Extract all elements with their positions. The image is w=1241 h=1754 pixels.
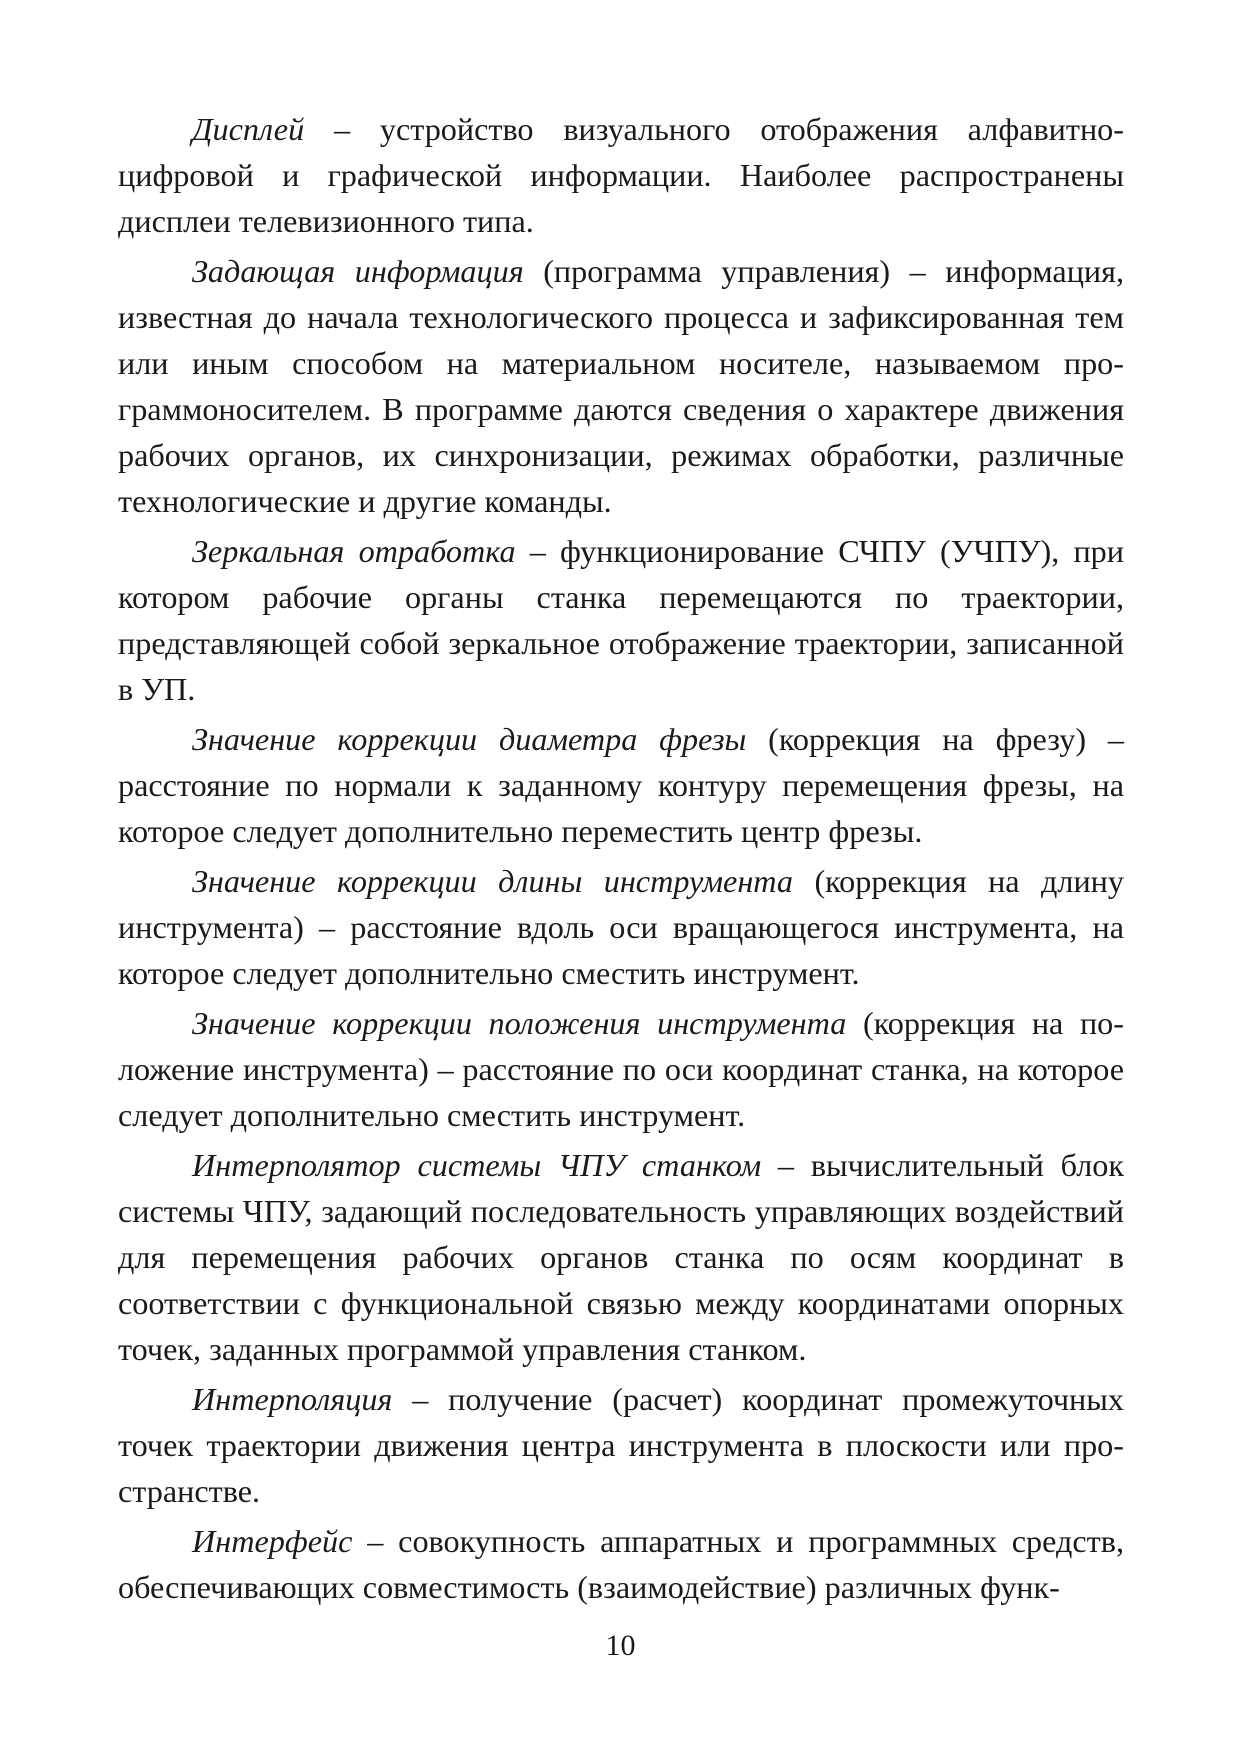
definition-paragraph-mirror-processing <box>118 528 1124 712</box>
definition-paragraph-cnc-interpolator <box>118 1142 1124 1372</box>
definition-term: Значение коррекции положения инструмента <box>192 1005 847 1041</box>
definition-text: (программа управления) – информация, известная до начала технологического процесса и зафиксированная тем или иным способом на материальном носителе, называемом программоносителем. В программе даются сведения о характере движения рабочих органов, их синхронизации, режимах обработки, различные технологические и другие команды. <box>118 253 1124 519</box>
definition-text: (коррекция на положение инструмента) – расстояние по оси координат станка, на которое следует дополнительно сместить инструмент. <box>118 1005 1124 1133</box>
definition-paragraph-setting-information <box>118 248 1124 524</box>
definition-text: – получение (расчет) координат промежуточных точек траектории движения центра инструмента в плоскости или пространстве. <box>118 1381 1124 1509</box>
definition-paragraph-tool-length-correction <box>118 858 1124 996</box>
definition-paragraph-interpolation <box>118 1376 1124 1514</box>
definition-term: Интерполятор системы ЧПУ станком <box>192 1147 762 1183</box>
definition-text: – функционирование СЧПУ (УЧПУ), при котором рабочие органы станка перемещаются по траектории, представляющей собой зеркальное отображение траектории, записанной в УП. <box>118 533 1124 707</box>
definition-paragraph-interface <box>118 1518 1124 1610</box>
definition-term: Задающая информация <box>192 253 524 289</box>
definition-paragraph-cutter-diameter-correction <box>118 716 1124 854</box>
definition-term: Дисплей <box>192 111 305 147</box>
definition-paragraph-display <box>118 106 1124 244</box>
page-number: 10 <box>605 1629 636 1662</box>
definition-paragraph-tool-position-correction <box>118 1000 1124 1138</box>
page-body <box>118 106 1124 1614</box>
definition-text: – вычислительный блок системы ЧПУ, задающий последовательность управляющих воздействий для перемещения рабочих органов станка по осям координат в соответствии с функциональной связью между координатами опорных точек, заданных программой управления станком. <box>118 1147 1124 1367</box>
definition-term: Значение коррекции диаметра фрезы <box>192 721 747 757</box>
definition-term: Интерфейс <box>192 1523 353 1559</box>
definition-text: – совокупность аппаратных и программных средств, обеспечивающих совместимость (взаимодействие) различных функ- <box>118 1523 1124 1605</box>
definition-text: – устройство визуального отображения алфавитно-цифровой и графической информации. Наиболее распространены дисплеи телевизионного типа. <box>118 111 1124 239</box>
definition-term: Интерполяция <box>192 1381 393 1417</box>
definition-text: (коррекция на фрезу) – расстояние по нормали к заданному контуру перемещения фрезы, на которое следует дополнительно переместить центр фрезы. <box>118 721 1124 849</box>
definition-text: (коррекция на длину инструмента) – расстояние вдоль оси вращающегося инструмента, на которое следует дополнительно сместить инструмент. <box>118 863 1124 991</box>
definition-term: Зеркальная отработка <box>192 533 516 569</box>
definition-term: Значение коррекции длины инструмента <box>192 863 794 899</box>
